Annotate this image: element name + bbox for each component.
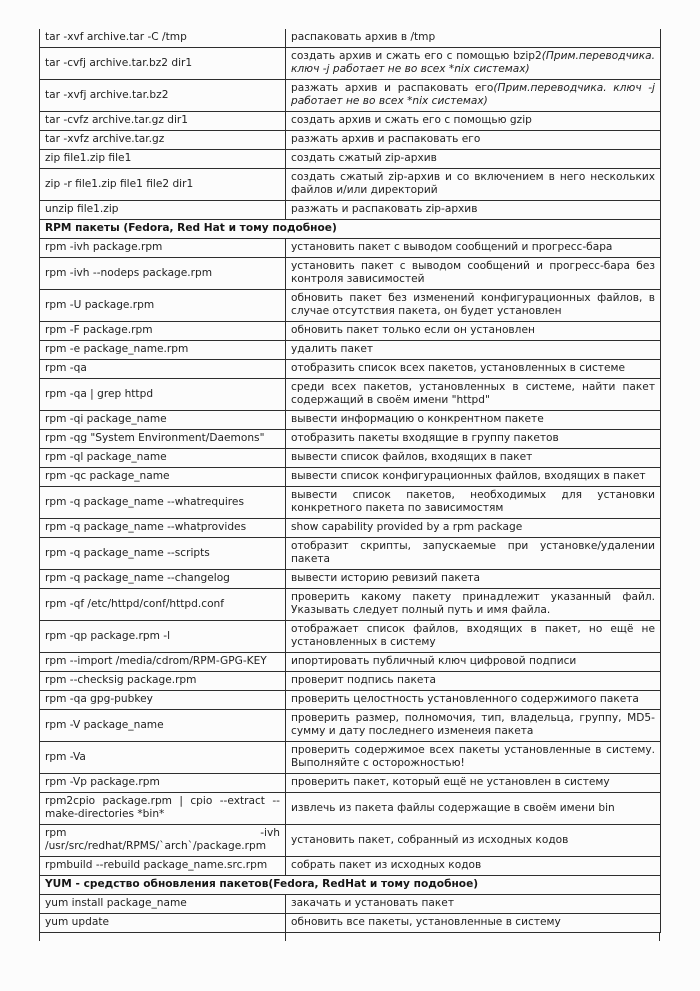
description-cell — [286, 710, 661, 742]
description-text: обновить пакет только если он установлен — [291, 324, 535, 336]
description-text: разжать и распаковать zip-архив — [291, 203, 478, 215]
command-cell: rpm -qa — [40, 360, 286, 379]
description-text: проверить целостность установленного содержимого пакета — [291, 693, 639, 705]
command-cell: rpm -ivh package.rpm — [40, 239, 286, 258]
table-row — [40, 341, 661, 360]
command-cell: rpm -qc package_name — [40, 468, 286, 487]
column-divider-line — [285, 933, 286, 941]
command-cell: rpm -U package.rpm — [40, 290, 286, 322]
description-cell — [286, 857, 661, 876]
description-text: установить пакет с выводом сообщений и прогресс-бара — [291, 241, 613, 253]
description-cell — [286, 430, 661, 449]
description-text: проверит подпись пакета — [291, 674, 437, 686]
description-text: ипортировать публичный ключ цифровой подписи — [291, 655, 577, 667]
description-text: разжать архив и распаковать его — [291, 82, 494, 94]
description-text: отображает список файлов, входящих в пакет, но ещё не установленных в систему — [291, 623, 655, 648]
table-row — [40, 914, 661, 933]
command-cell: rpm -qa gpg-pubkey — [40, 691, 286, 710]
description-cell — [286, 793, 661, 825]
description-cell — [286, 48, 661, 80]
description-text: распаковать архив в /tmp — [291, 31, 436, 43]
description-text: создать архив и сжать его с помощью bzip2 — [291, 50, 542, 62]
description-cell — [286, 538, 661, 570]
description-text: show capability provided by a rpm package — [291, 521, 523, 533]
cheatsheet-document — [39, 29, 661, 941]
section-header-row — [40, 876, 661, 895]
commands-table-body — [40, 29, 661, 933]
description-text: закачать и установать пакет — [291, 897, 454, 909]
description-text: обновить все пакеты, установленные в систему — [291, 916, 561, 928]
description-text: среди всех пакетов, установленных в системе, найти пакет содержащий в своём имени "httpd" — [291, 381, 655, 406]
description-text: вывести историю ревизий пакета — [291, 572, 481, 584]
section-header-row — [40, 220, 661, 239]
translator-note: (Прим.переводчика. ключ -j работает не во всех *nix системах) — [291, 50, 655, 75]
description-text: извлечь из пакета файлы содержащие в своём имени bin — [291, 801, 615, 814]
description-text: установить пакет, собранный из исходных кодов — [291, 833, 569, 846]
description-text: отобразить пакеты входящие в группу пакетов — [291, 432, 559, 444]
table-row — [40, 895, 661, 914]
description-cell — [286, 621, 661, 653]
table-row — [40, 169, 661, 201]
command-cell: rpm -ivh --nodeps package.rpm — [40, 258, 286, 290]
command-cell: rpm -qf /etc/httpd/conf/httpd.conf — [40, 589, 286, 621]
description-text: проверить размер, полномочия, тип, владельца, группу, MD5-сумму и дату последнего изменеия пакета — [291, 712, 655, 737]
table-row — [40, 48, 661, 80]
description-text: создать архив и сжать его с помощью gzip — [291, 114, 532, 126]
table-row — [40, 653, 661, 672]
description-text: вывести информацию о конкрентном пакете — [291, 413, 544, 425]
table-row — [40, 691, 661, 710]
command-cell: unzip file1.zip — [40, 201, 286, 220]
description-cell — [286, 519, 661, 538]
description-text: обновить пакет без изменений конфигурационных файлов, в случае отсутствия пакета, он будет установлен — [291, 292, 655, 317]
description-cell — [286, 914, 661, 933]
table-row — [40, 672, 661, 691]
linux-commands-table — [39, 29, 661, 933]
table-row — [40, 825, 661, 857]
table-row — [40, 131, 661, 150]
table-row — [40, 112, 661, 131]
table-row — [40, 80, 661, 112]
command-cell: rpm -Vp package.rpm — [40, 774, 286, 793]
description-text: создать сжатый zip-архив и со включением в него нескольких файлов и/или директорий — [291, 171, 655, 196]
table-row — [40, 322, 661, 341]
table-row — [40, 538, 661, 570]
command-cell: yum install package_name — [40, 895, 286, 914]
command-cell: rpm -q package_name --whatrequires — [40, 487, 286, 519]
description-text: установить пакет с выводом сообщений и прогресс-бара без контроля зависимостей — [291, 260, 655, 285]
description-cell — [286, 570, 661, 589]
command-cell: tar -xvf archive.tar -C /tmp — [40, 29, 286, 48]
table-row — [40, 360, 661, 379]
table-row — [40, 857, 661, 876]
description-cell — [286, 589, 661, 621]
table-row — [40, 430, 661, 449]
section-header: RPM пакеты (Fedora, Red Hat и тому подобное) — [40, 220, 661, 239]
table-row — [40, 290, 661, 322]
description-cell — [286, 341, 661, 360]
section-header: YUM - средство обновления пакетов(Fedora, RedHat и тому подобное) — [40, 876, 661, 895]
description-cell — [286, 468, 661, 487]
command-cell: rpm -q package_name --changelog — [40, 570, 286, 589]
command-cell: rpm -ql package_name — [40, 449, 286, 468]
description-text: отобразит скрипты, запускаемые при установке/удалении пакета — [291, 540, 655, 565]
command-cell: yum update — [40, 914, 286, 933]
command-cell: tar -cvfz archive.tar.gz dir1 — [40, 112, 286, 131]
command-cell: rpm --checksig package.rpm — [40, 672, 286, 691]
description-cell — [286, 449, 661, 468]
description-cell — [286, 653, 661, 672]
command-cell: rpm -ivh /usr/src/redhat/RPMS/`arch`/package.rpm — [40, 825, 286, 857]
description-cell — [286, 895, 661, 914]
description-text: вывести список пакетов, необходимых для установки конкретного пакета по зависимостям — [291, 489, 655, 514]
translator-note: (Прим.переводчика. ключ -j работает не во всех *nix системах) — [291, 82, 655, 107]
table-row — [40, 201, 661, 220]
table-row — [40, 379, 661, 411]
command-cell: rpm -q package_name --whatprovides — [40, 519, 286, 538]
command-cell: rpm2cpio package.rpm | cpio --extract --make-directories *bin* — [40, 793, 286, 825]
table-row — [40, 710, 661, 742]
command-cell: rpm -qp package.rpm -l — [40, 621, 286, 653]
description-cell — [286, 290, 661, 322]
table-row — [40, 411, 661, 430]
table-row — [40, 487, 661, 519]
table-row — [40, 468, 661, 487]
table-row — [40, 589, 661, 621]
command-cell: rpm -Va — [40, 742, 286, 774]
table-row — [40, 29, 661, 48]
command-cell: rpm -e package_name.rpm — [40, 341, 286, 360]
table-row — [40, 239, 661, 258]
description-cell — [286, 80, 661, 112]
command-cell: rpm -q package_name --scripts — [40, 538, 286, 570]
description-cell — [286, 691, 661, 710]
description-text: проверить пакет, который ещё не установлен в систему — [291, 776, 610, 788]
description-cell — [286, 112, 661, 131]
table-bottom-cutoff-row — [39, 933, 660, 941]
command-cell: rpm --import /media/cdrom/RPM-GPG-KEY — [40, 653, 286, 672]
command-cell: rpm -qg "System Environment/Daemons" — [40, 430, 286, 449]
description-text: вывести список конфигурационных файлов, входящих в пакет — [291, 470, 646, 482]
command-cell: zip file1.zip file1 — [40, 150, 286, 169]
table-row — [40, 570, 661, 589]
command-cell: tar -xvfz archive.tar.gz — [40, 131, 286, 150]
command-cell: tar -cvfj archive.tar.bz2 dir1 — [40, 48, 286, 80]
description-text: проверить содержимое всех пакеты установленные в систему. Выполняйте с осторожностью! — [291, 744, 655, 769]
description-cell — [286, 169, 661, 201]
description-cell — [286, 322, 661, 341]
command-cell: tar -xvfj archive.tar.bz2 — [40, 80, 286, 112]
table-row — [40, 150, 661, 169]
description-text: вывести список файлов, входящих в пакет — [291, 451, 533, 463]
description-text: разжать архив и распаковать его — [291, 133, 481, 145]
description-cell — [286, 411, 661, 430]
description-cell — [286, 360, 661, 379]
table-row — [40, 519, 661, 538]
description-cell — [286, 131, 661, 150]
description-text: проверить какому пакету принадлежит указанный файл. Указывать следует полный путь и имя файла. — [291, 591, 655, 616]
table-row — [40, 774, 661, 793]
table-row — [40, 742, 661, 774]
description-text: собрать пакет из исходных кодов — [291, 859, 482, 871]
description-cell — [286, 672, 661, 691]
description-cell — [286, 774, 661, 793]
command-cell: rpmbuild --rebuild package_name.src.rpm — [40, 857, 286, 876]
table-row — [40, 449, 661, 468]
description-cell — [286, 742, 661, 774]
description-cell — [286, 379, 661, 411]
command-cell: rpm -F package.rpm — [40, 322, 286, 341]
command-cell: zip -r file1.zip file1 file2 dir1 — [40, 169, 286, 201]
description-cell — [286, 150, 661, 169]
description-text: удалить пакет — [291, 343, 374, 355]
description-cell — [286, 239, 661, 258]
description-text: создать сжатый zip-архив — [291, 152, 437, 164]
command-cell: rpm -qa | grep httpd — [40, 379, 286, 411]
table-row — [40, 621, 661, 653]
description-text: отобразить список всех пакетов, установленных в системе — [291, 362, 625, 374]
table-row — [40, 793, 661, 825]
command-cell: rpm -V package_name — [40, 710, 286, 742]
command-cell: rpm -qi package_name — [40, 411, 286, 430]
description-cell — [286, 258, 661, 290]
description-cell — [286, 825, 661, 857]
description-cell — [286, 487, 661, 519]
description-cell — [286, 29, 661, 48]
description-cell — [286, 201, 661, 220]
table-row — [40, 258, 661, 290]
